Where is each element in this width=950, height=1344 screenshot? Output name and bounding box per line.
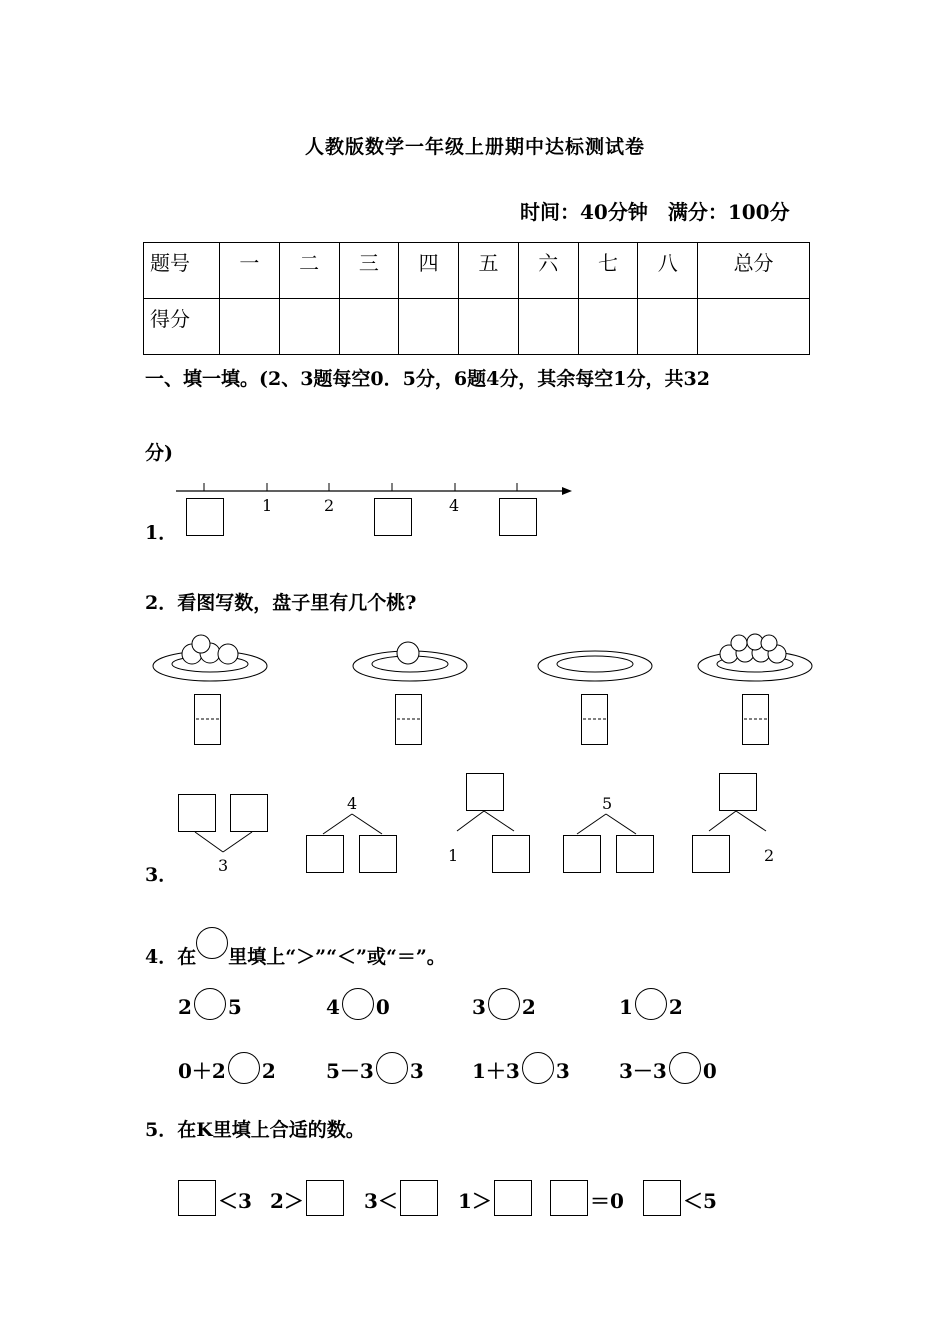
score-cell[interactable] <box>279 299 339 355</box>
full-score: 满分：100分 <box>667 200 790 224</box>
answer-box[interactable] <box>616 835 654 873</box>
answer-box[interactable] <box>374 498 412 536</box>
answer-box[interactable] <box>643 1180 681 1216</box>
tick-label: 2 <box>324 496 335 515</box>
answer-box[interactable] <box>563 835 601 873</box>
score-cell[interactable] <box>399 299 459 355</box>
bond-lines <box>190 830 260 855</box>
plate-icon <box>350 628 470 688</box>
compare-item: 3－3 0 <box>619 1052 717 1084</box>
q4-suffix: 里填上“＞”“＜”或“＝”。 <box>228 946 446 968</box>
answer-box[interactable] <box>499 498 537 536</box>
q1-number: 1． <box>145 522 178 544</box>
inequality-item: 1＞ <box>458 1180 534 1216</box>
exam-meta <box>520 196 810 225</box>
answer-circle[interactable] <box>669 1052 701 1084</box>
bond-lines <box>572 812 642 837</box>
answer-box[interactable] <box>306 835 344 873</box>
col-header: 二 <box>279 243 339 299</box>
answer-box[interactable] <box>395 694 423 746</box>
answer-box[interactable] <box>494 1180 532 1216</box>
score-cell[interactable] <box>220 299 280 355</box>
score-cell[interactable] <box>578 299 638 355</box>
score-cell[interactable] <box>339 299 399 355</box>
inequality-item: ＝0 <box>548 1180 624 1216</box>
compare-item: 3 2 <box>472 988 536 1020</box>
col-header: 总分 <box>698 243 810 299</box>
answer-box[interactable] <box>178 794 216 832</box>
answer-circle[interactable] <box>635 988 667 1020</box>
inequality-item: ＜5 <box>641 1180 717 1216</box>
row-header-question: 题号 <box>144 243 220 299</box>
answer-box[interactable] <box>466 773 504 811</box>
q2-text: 2．看图写数，盘子里有几个桃? <box>145 592 417 614</box>
bond-lines <box>318 812 388 837</box>
bond-part: 2 <box>764 846 775 865</box>
inequality-item: ＜3 <box>176 1180 252 1216</box>
answer-box[interactable] <box>186 498 224 536</box>
tick-label: 4 <box>449 496 460 515</box>
number-line <box>170 478 580 498</box>
col-header: 六 <box>518 243 578 299</box>
compare-item: 4 0 <box>326 988 390 1020</box>
row-header-score: 得分 <box>144 299 220 355</box>
plate-icon <box>695 628 815 688</box>
compare-item: 0＋2 2 <box>178 1052 276 1084</box>
answer-box[interactable] <box>400 1180 438 1216</box>
answer-box[interactable] <box>719 773 757 811</box>
col-header: 八 <box>638 243 698 299</box>
col-header: 七 <box>578 243 638 299</box>
answer-box[interactable] <box>359 835 397 873</box>
plate-icon <box>535 628 655 688</box>
answer-circle[interactable] <box>342 988 374 1020</box>
score-cell[interactable] <box>638 299 698 355</box>
answer-circle[interactable] <box>522 1052 554 1084</box>
section1-heading-cont: 分) <box>145 442 173 464</box>
score-cell[interactable] <box>459 299 519 355</box>
bond-total: 3 <box>218 856 229 875</box>
col-header: 五 <box>459 243 519 299</box>
answer-box[interactable] <box>306 1180 344 1216</box>
compare-item: 1 2 <box>619 988 683 1020</box>
answer-circle[interactable] <box>376 1052 408 1084</box>
col-header: 三 <box>339 243 399 299</box>
bond-lines <box>452 809 522 834</box>
answer-box[interactable] <box>178 1180 216 1216</box>
compare-item: 5－3 3 <box>326 1052 424 1084</box>
answer-box[interactable] <box>692 835 730 873</box>
score-table-header-row <box>144 243 810 299</box>
answer-box[interactable] <box>230 794 268 832</box>
answer-box[interactable] <box>194 694 222 746</box>
q3-number: 3． <box>145 864 178 886</box>
time-limit: 时间：40分钟 <box>520 200 648 224</box>
compare-item: 2 5 <box>178 988 242 1020</box>
inequality-item: 2＞ <box>270 1180 346 1216</box>
circle-icon <box>196 927 228 959</box>
score-cell[interactable] <box>518 299 578 355</box>
inequality-item: 3＜ <box>364 1180 440 1216</box>
bond-total: 4 <box>347 794 358 813</box>
answer-circle[interactable] <box>488 988 520 1020</box>
col-header: 四 <box>399 243 459 299</box>
answer-circle[interactable] <box>228 1052 260 1084</box>
bond-lines <box>704 809 774 834</box>
col-header: 一 <box>220 243 280 299</box>
score-table-score-row <box>144 299 810 355</box>
page-title: 人教版数学一年级上册期中达标测试卷 <box>304 136 645 158</box>
answer-circle[interactable] <box>194 988 226 1020</box>
answer-box[interactable] <box>550 1180 588 1216</box>
bond-part: 1 <box>448 846 459 865</box>
score-table <box>143 242 810 355</box>
q5-text: 5．在K里填上合适的数。 <box>145 1119 365 1141</box>
compare-item: 1＋3 3 <box>472 1052 570 1084</box>
bond-total: 5 <box>602 794 613 813</box>
section1-heading: 一、填一填。(2、3题每空0．5分，6题4分，其余每空1分，共32 <box>145 368 710 390</box>
plate-icon <box>150 628 270 688</box>
answer-box[interactable] <box>581 694 609 746</box>
tick-label: 1 <box>262 496 273 515</box>
score-cell[interactable] <box>698 299 810 355</box>
answer-box[interactable] <box>742 694 770 746</box>
q4-text <box>145 927 446 969</box>
answer-box[interactable] <box>492 835 530 873</box>
q4-prefix: 4．在 <box>145 946 197 968</box>
